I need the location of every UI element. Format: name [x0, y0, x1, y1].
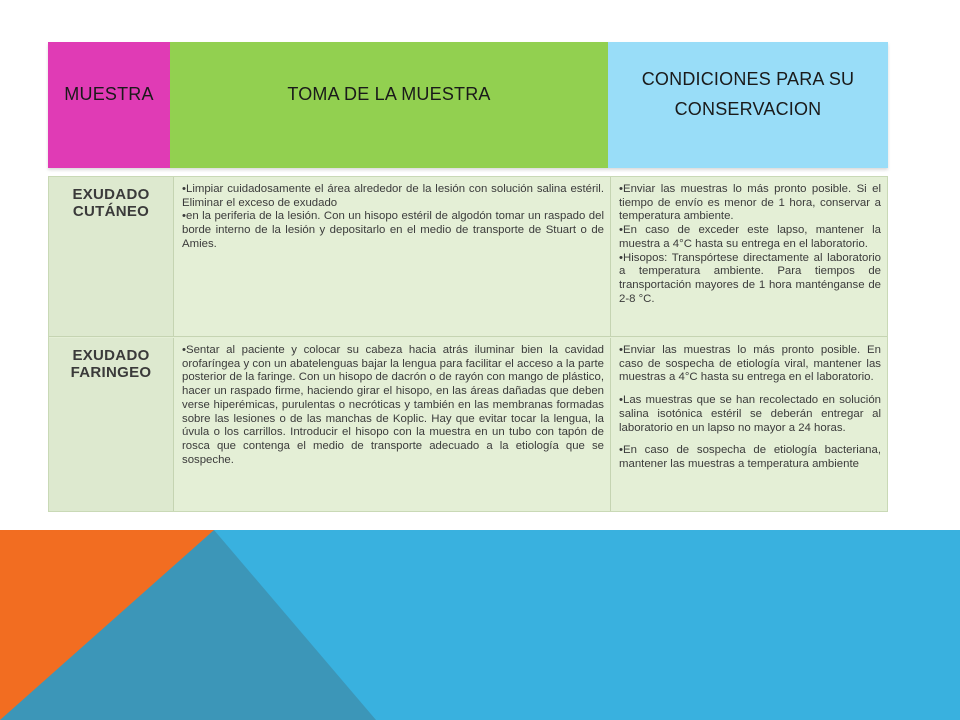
row-label-line1: EXUDADO — [72, 347, 150, 364]
table-row — [49, 338, 887, 511]
table-row — [49, 177, 887, 337]
header-condiciones-label — [642, 64, 855, 124]
header-toma — [170, 42, 608, 168]
row-label-line2: CUTÁNEO — [72, 203, 150, 220]
row-label-line2: FARINGEO — [70, 364, 152, 381]
toma-cell — [174, 338, 611, 511]
row-label — [49, 177, 173, 220]
condiciones-cell — [611, 338, 887, 511]
condiciones-text: •En caso de sospecha de etiología bacteriana, mantener las muestras a temperatura ambiente — [619, 444, 881, 470]
header-muestra — [48, 42, 170, 168]
condiciones-text: •Enviar las muestras lo más pronto posible. Si el tiempo de envío es menor de 1 hora, conservar a temperatura ambiente. — [619, 183, 881, 223]
samples-table — [48, 176, 888, 512]
toma-text: •Limpiar cuidadosamente el área alrededor de la lesión con solución salina estéril. Eliminar el exceso de exudado — [182, 183, 604, 209]
row-label-cell — [49, 177, 174, 336]
table-header — [48, 42, 888, 168]
row-label-line1: EXUDADO — [72, 186, 150, 203]
condiciones-text: •Las muestras que se han recolectado en solución salina isotónica estéril se deberán entregar al laboratorio en un lapso no mayor a 24 horas. — [619, 394, 881, 434]
row-label — [49, 338, 173, 381]
toma-text: •Sentar al paciente y colocar su cabeza hacia atrás iluminar bien la cavidad orofaríngea y con un abatelenguas bajar la lengua para facilitar el acceso a la parte posterior de la faringe. Con un hisopo de dacrón o de rayón con mango de plástico, hacer un raspado firme, haciendo girar el hisopo, en las áreas dañadas que deben verse hiperémicas, purulentas o necróticas y también en las membranas formadas sobre las lesiones o de las manchas de Koplic. Hay que evitar tocar la lengua, la úvula o los carrillos. Introducir el hisopo con la muestra en un tubo con tapón de rosca que contenga el medio de transporte adecuado a la etiología que se sospeche. — [182, 344, 604, 466]
header-condiciones-line1: CONDICIONES PARA SU — [641, 69, 855, 89]
toma-cell — [174, 177, 611, 336]
header-condiciones — [608, 42, 888, 168]
header-muestra-label: MUESTRA — [64, 84, 154, 104]
toma-text: •en la periferia de la lesión. Con un hisopo estéril de algodón tomar un raspado del borde interno de la lesión y depositarlo en el medio de transporte de Stuart o de Amies. — [182, 210, 604, 250]
decorative-footer — [0, 530, 960, 720]
condiciones-text: •Hisopos: Transpórtese directamente al laboratorio a temperatura ambiente. Para tiempos de transportación mayores de 1 hora manténganse de 2-8 °C. — [619, 251, 881, 305]
condiciones-cell — [611, 177, 887, 336]
header-condiciones-line2: CONSERVACION — [674, 99, 822, 119]
row-label-cell — [49, 338, 174, 511]
header-toma-label: TOMA DE LA MUESTRA — [287, 84, 491, 104]
condiciones-text: •Enviar las muestras lo más pronto posible. En caso de sospecha de etiología viral, mantener las muestras a 4°C hasta su entrega en el laboratorio. — [619, 344, 881, 384]
condiciones-text: •En caso de exceder este lapso, mantener la muestra a 4°C hasta su entrega en el laboratorio. — [619, 224, 881, 250]
